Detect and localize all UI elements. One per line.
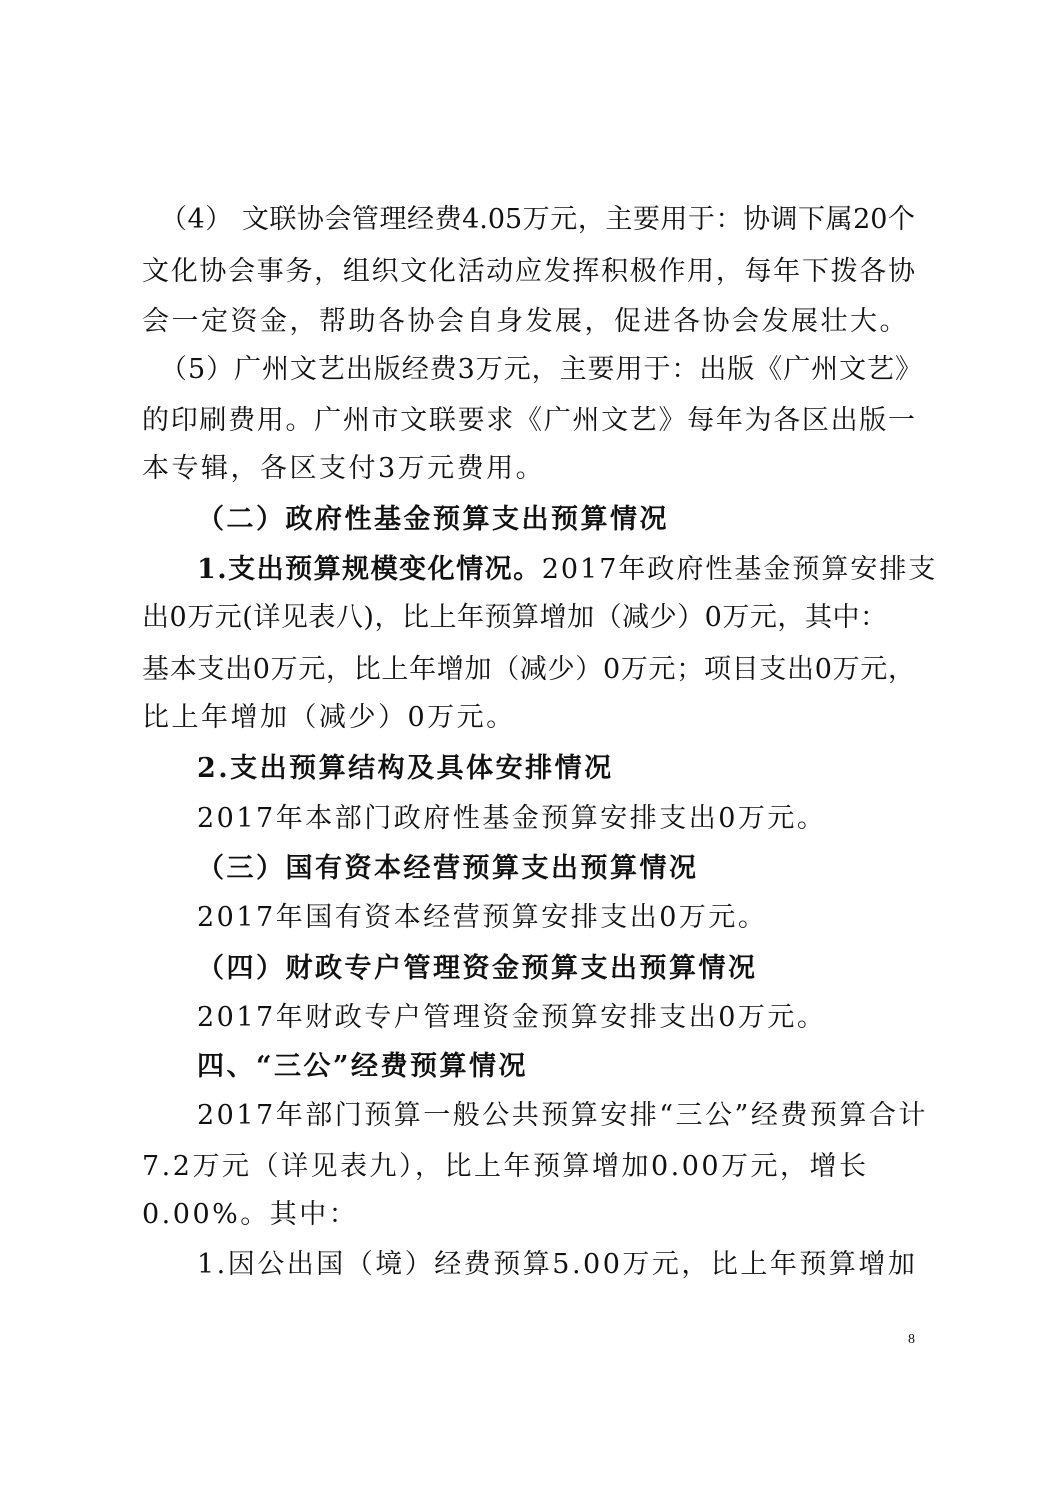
section-heading-5: 四、“三公”经费预算情况 (197, 1051, 529, 1082)
section-heading-3: （三）国有资本经营预算支出预算情况 (197, 853, 699, 884)
paragraph-line-2: 文化协会事务，组织文化活动应发挥积极作用，每年下拨各协 (142, 256, 915, 287)
paragraph-line-12: 2017年国有资本经营预算安排支出0万元。 (197, 902, 768, 933)
paragraph-line-14 (197, 1096, 928, 1136)
paragraph-line-6: 本专辑，各区支付3万元费用。 (142, 453, 546, 484)
paragraph-text-7: 2017年政府性基金预算安排支 (541, 554, 938, 585)
paragraph-line-3: 会一定资金，帮助各协会自身发展，促进各协会发展壮大。 (142, 306, 909, 337)
paragraph-line-17: 1.因公出国（境）经费预算5.00万元，比上年预算增加 (197, 1249, 918, 1280)
paragraph-line-8: 出0万元(详见表八)，比上年预算增加（减少）0万元，其中： (142, 602, 887, 633)
paragraph-line-15: 7.2万元（详见表九），比上年预算增加0.00万元，增长 (142, 1151, 869, 1182)
paragraph-text-14a: 2017年部门预算一般公共预算安排 (197, 1100, 660, 1131)
paragraph-line-13: 2017年财政专户管理资金预算安排支出0万元。 (197, 1002, 827, 1033)
paragraph-line-11: 2017年本部门政府性基金预算安排支出0万元。 (197, 803, 827, 834)
section-heading-4: （四）财政专户管理资金预算支出预算情况 (197, 953, 758, 984)
paragraph-line-4: （5）广州文艺出版经费3万元，主要用于：出版《广州文艺》 (160, 354, 922, 385)
section-heading-2: （二）政府性基金预算支出预算情况 (197, 504, 669, 535)
paragraph-line-16: 0.00%。其中： (142, 1199, 359, 1230)
paragraph-line-9: 基本支出0万元，比上年增加（减少）0万元；项目支出0万元， (142, 654, 915, 685)
paragraph-line-5: 的印刷费用。广州市文联要求《广州文艺》每年为各区出版一 (142, 405, 915, 436)
paragraph-line-7 (197, 550, 938, 590)
paragraph-line-1: （4） 文联协会管理经费4.05万元，主要用于：协调下属20个 (160, 204, 915, 235)
paragraph-text-14b: “三公”经费预算合计 (659, 1100, 928, 1131)
subheading-2: 2.支出预算结构及具体安排情况 (197, 753, 614, 784)
page-number: 8 (908, 1332, 915, 1347)
paragraph-line-10: 比上年增加（减少）0万元。 (142, 702, 516, 733)
subheading-1: 1.支出预算规模变化情况。 (197, 554, 542, 585)
